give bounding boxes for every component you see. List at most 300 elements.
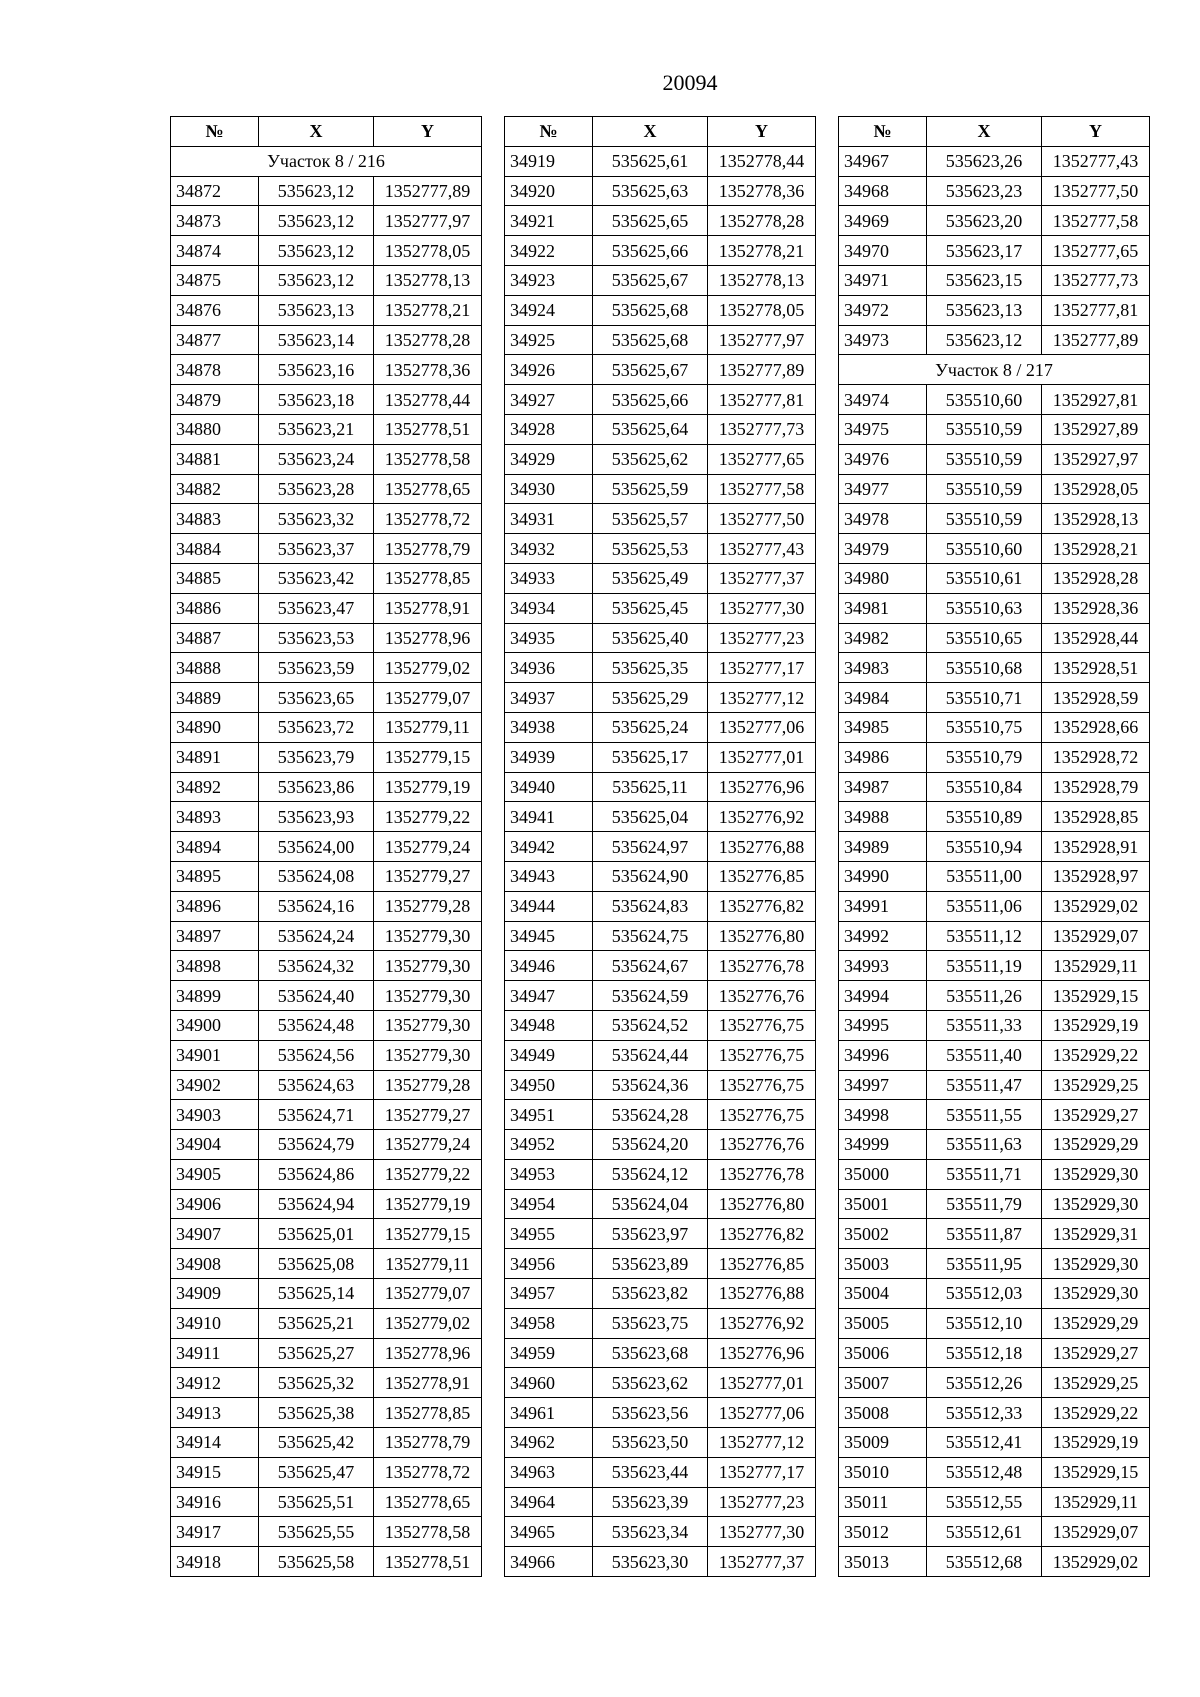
point-number-cell: 34883: [171, 504, 259, 534]
y-coordinate-cell: 1352778,96: [374, 623, 482, 653]
y-coordinate-cell: 1352927,97: [1042, 444, 1150, 474]
x-coordinate-cell: 535511,12: [927, 921, 1042, 951]
coordinate-table-2: [504, 116, 816, 1577]
x-coordinate-cell: 535624,32: [259, 951, 374, 981]
x-coordinate-cell: 535511,06: [927, 891, 1042, 921]
x-coordinate-cell: 535624,28: [593, 1100, 708, 1130]
table-header-row: [839, 117, 1150, 147]
table-row: [171, 1517, 482, 1547]
table-row: [171, 593, 482, 623]
coordinate-table-3: [838, 116, 1150, 1577]
x-coordinate-cell: 535512,10: [927, 1308, 1042, 1338]
y-coordinate-cell: 1352779,27: [374, 1100, 482, 1130]
table-row: [171, 1457, 482, 1487]
table-row: [839, 712, 1150, 742]
x-coordinate-cell: 535624,71: [259, 1100, 374, 1130]
header-number: №: [505, 117, 593, 147]
point-number-cell: 34874: [171, 236, 259, 266]
x-coordinate-cell: 535624,16: [259, 891, 374, 921]
x-coordinate-cell: 535623,86: [259, 772, 374, 802]
x-coordinate-cell: 535623,15: [927, 265, 1042, 295]
table-row: [505, 1130, 816, 1160]
table-row: [171, 1398, 482, 1428]
point-number-cell: 34889: [171, 683, 259, 713]
x-coordinate-cell: 535624,52: [593, 1010, 708, 1040]
point-number-cell: 34998: [839, 1100, 927, 1130]
point-number-cell: 34980: [839, 563, 927, 593]
y-coordinate-cell: 1352778,05: [374, 236, 482, 266]
point-number-cell: 34982: [839, 623, 927, 653]
point-number-cell: 35003: [839, 1249, 927, 1279]
point-number-cell: 34965: [505, 1517, 593, 1547]
x-coordinate-cell: 535623,37: [259, 534, 374, 564]
point-number-cell: 34912: [171, 1368, 259, 1398]
x-coordinate-cell: 535623,56: [593, 1398, 708, 1428]
x-coordinate-cell: 535623,28: [259, 474, 374, 504]
x-coordinate-cell: 535623,24: [259, 444, 374, 474]
x-coordinate-cell: 535623,62: [593, 1368, 708, 1398]
x-coordinate-cell: 535623,12: [259, 265, 374, 295]
point-number-cell: 34969: [839, 206, 927, 236]
x-coordinate-cell: 535623,12: [259, 176, 374, 206]
x-coordinate-cell: 535623,82: [593, 1279, 708, 1309]
point-number-cell: 34959: [505, 1338, 593, 1368]
x-coordinate-cell: 535511,26: [927, 981, 1042, 1011]
x-coordinate-cell: 535510,60: [927, 385, 1042, 415]
table-row: [839, 802, 1150, 832]
table-row: [171, 504, 482, 534]
y-coordinate-cell: 1352929,25: [1042, 1070, 1150, 1100]
x-coordinate-cell: 535624,83: [593, 891, 708, 921]
header-y: Y: [708, 117, 816, 147]
point-number-cell: 34989: [839, 832, 927, 862]
point-number-cell: 34948: [505, 1010, 593, 1040]
table-row: [505, 265, 816, 295]
x-coordinate-cell: 535510,65: [927, 623, 1042, 653]
point-number-cell: 34906: [171, 1189, 259, 1219]
y-coordinate-cell: 1352928,85: [1042, 802, 1150, 832]
y-coordinate-cell: 1352777,43: [1042, 146, 1150, 176]
x-coordinate-cell: 535625,55: [259, 1517, 374, 1547]
point-number-cell: 34994: [839, 981, 927, 1011]
y-coordinate-cell: 1352777,89: [1042, 325, 1150, 355]
table-row: [505, 1428, 816, 1458]
y-coordinate-cell: 1352776,76: [708, 981, 816, 1011]
x-coordinate-cell: 535510,94: [927, 832, 1042, 862]
y-coordinate-cell: 1352929,30: [1042, 1279, 1150, 1309]
table-row: [839, 1100, 1150, 1130]
point-number-cell: 34904: [171, 1130, 259, 1160]
point-number-cell: 35004: [839, 1279, 927, 1309]
y-coordinate-cell: 1352776,75: [708, 1040, 816, 1070]
point-number-cell: 34872: [171, 176, 259, 206]
point-number-cell: 34923: [505, 265, 593, 295]
x-coordinate-cell: 535624,24: [259, 921, 374, 951]
y-coordinate-cell: 1352778,79: [374, 1428, 482, 1458]
y-coordinate-cell: 1352929,19: [1042, 1428, 1150, 1458]
y-coordinate-cell: 1352778,21: [708, 236, 816, 266]
table-row: [505, 474, 816, 504]
x-coordinate-cell: 535623,12: [259, 236, 374, 266]
y-coordinate-cell: 1352777,06: [708, 712, 816, 742]
y-coordinate-cell: 1352778,05: [708, 295, 816, 325]
table-row: [505, 444, 816, 474]
y-coordinate-cell: 1352929,29: [1042, 1308, 1150, 1338]
table-row: [505, 1159, 816, 1189]
y-coordinate-cell: 1352928,13: [1042, 504, 1150, 534]
x-coordinate-cell: 535623,26: [927, 146, 1042, 176]
y-coordinate-cell: 1352776,85: [708, 1249, 816, 1279]
page-number: 20094: [662, 70, 718, 95]
point-number-cell: 35012: [839, 1517, 927, 1547]
point-number-cell: 34890: [171, 712, 259, 742]
table-row: [505, 1010, 816, 1040]
point-number-cell: 34882: [171, 474, 259, 504]
table-row: [505, 295, 816, 325]
x-coordinate-cell: 535511,33: [927, 1010, 1042, 1040]
table-row: [839, 1219, 1150, 1249]
y-coordinate-cell: 1352779,22: [374, 1159, 482, 1189]
table-row: [505, 593, 816, 623]
y-coordinate-cell: 1352777,12: [708, 1428, 816, 1458]
table-row: [839, 265, 1150, 295]
x-coordinate-cell: 535511,95: [927, 1249, 1042, 1279]
point-number-cell: 34951: [505, 1100, 593, 1130]
table-row: [505, 1398, 816, 1428]
point-number-cell: 34897: [171, 921, 259, 951]
y-coordinate-cell: 1352778,36: [374, 355, 482, 385]
y-coordinate-cell: 1352777,06: [708, 1398, 816, 1428]
x-coordinate-cell: 535623,39: [593, 1487, 708, 1517]
x-coordinate-cell: 535625,64: [593, 414, 708, 444]
y-coordinate-cell: 1352779,11: [374, 712, 482, 742]
x-coordinate-cell: 535624,86: [259, 1159, 374, 1189]
y-coordinate-cell: 1352929,30: [1042, 1189, 1150, 1219]
table-row: [839, 414, 1150, 444]
point-number-cell: 34903: [171, 1100, 259, 1130]
table-row: [505, 1040, 816, 1070]
x-coordinate-cell: 535511,19: [927, 951, 1042, 981]
x-coordinate-cell: 535624,97: [593, 832, 708, 862]
x-coordinate-cell: 535624,75: [593, 921, 708, 951]
point-number-cell: 34961: [505, 1398, 593, 1428]
table-row: [839, 1547, 1150, 1577]
x-coordinate-cell: 535623,12: [927, 325, 1042, 355]
table-row: [839, 1487, 1150, 1517]
point-number-cell: 34888: [171, 653, 259, 683]
table-row: [839, 653, 1150, 683]
table-row: [171, 951, 482, 981]
table-row: [171, 1130, 482, 1160]
x-coordinate-cell: 535623,13: [927, 295, 1042, 325]
table-row: [839, 295, 1150, 325]
point-number-cell: 34878: [171, 355, 259, 385]
table-row: [505, 712, 816, 742]
point-number-cell: 34911: [171, 1338, 259, 1368]
table-row: [505, 1279, 816, 1309]
y-coordinate-cell: 1352777,43: [708, 534, 816, 564]
x-coordinate-cell: 535624,67: [593, 951, 708, 981]
x-coordinate-cell: 535623,47: [259, 593, 374, 623]
x-coordinate-cell: 535511,71: [927, 1159, 1042, 1189]
table-row: [839, 1159, 1150, 1189]
header-x: X: [259, 117, 374, 147]
y-coordinate-cell: 1352776,85: [708, 861, 816, 891]
y-coordinate-cell: 1352778,13: [374, 265, 482, 295]
x-coordinate-cell: 535624,00: [259, 832, 374, 862]
table-row: [505, 176, 816, 206]
y-coordinate-cell: 1352776,75: [708, 1010, 816, 1040]
x-coordinate-cell: 535510,79: [927, 742, 1042, 772]
y-coordinate-cell: 1352777,97: [374, 206, 482, 236]
y-coordinate-cell: 1352778,85: [374, 563, 482, 593]
y-coordinate-cell: 1352779,15: [374, 1219, 482, 1249]
table-row: [171, 236, 482, 266]
y-coordinate-cell: 1352777,73: [708, 414, 816, 444]
point-number-cell: 35011: [839, 1487, 927, 1517]
x-coordinate-cell: 535510,59: [927, 444, 1042, 474]
table-row: [505, 802, 816, 832]
point-number-cell: 34916: [171, 1487, 259, 1517]
point-number-cell: 34891: [171, 742, 259, 772]
point-number-cell: 34881: [171, 444, 259, 474]
y-coordinate-cell: 1352779,30: [374, 981, 482, 1011]
x-coordinate-cell: 535625,42: [259, 1428, 374, 1458]
x-coordinate-cell: 535623,17: [927, 236, 1042, 266]
y-coordinate-cell: 1352778,72: [374, 504, 482, 534]
point-number-cell: 34873: [171, 206, 259, 236]
y-coordinate-cell: 1352776,80: [708, 1189, 816, 1219]
y-coordinate-cell: 1352777,73: [1042, 265, 1150, 295]
point-number-cell: 34967: [839, 146, 927, 176]
x-coordinate-cell: 535623,89: [593, 1249, 708, 1279]
x-coordinate-cell: 535624,08: [259, 861, 374, 891]
point-number-cell: 34944: [505, 891, 593, 921]
point-number-cell: 34941: [505, 802, 593, 832]
table-row: [171, 385, 482, 415]
table-row: [171, 414, 482, 444]
point-number-cell: 34972: [839, 295, 927, 325]
x-coordinate-cell: 535510,59: [927, 474, 1042, 504]
table-row: [839, 1308, 1150, 1338]
point-number-cell: 34963: [505, 1457, 593, 1487]
table-row: [839, 206, 1150, 236]
y-coordinate-cell: 1352929,07: [1042, 1517, 1150, 1547]
point-number-cell: 34988: [839, 802, 927, 832]
table-row: [171, 1159, 482, 1189]
y-coordinate-cell: 1352778,58: [374, 444, 482, 474]
table-row: [171, 265, 482, 295]
point-number-cell: 34987: [839, 772, 927, 802]
table-row: [839, 832, 1150, 862]
point-number-cell: 34938: [505, 712, 593, 742]
x-coordinate-cell: 535510,61: [927, 563, 1042, 593]
y-coordinate-cell: 1352779,19: [374, 1189, 482, 1219]
table-row: [505, 355, 816, 385]
point-number-cell: 34999: [839, 1130, 927, 1160]
point-number-cell: 34928: [505, 414, 593, 444]
point-number-cell: 35013: [839, 1547, 927, 1577]
y-coordinate-cell: 1352778,28: [708, 206, 816, 236]
y-coordinate-cell: 1352779,24: [374, 1130, 482, 1160]
y-coordinate-cell: 1352778,65: [374, 1487, 482, 1517]
y-coordinate-cell: 1352777,01: [708, 1368, 816, 1398]
table-row: [839, 1040, 1150, 1070]
x-coordinate-cell: 535623,53: [259, 623, 374, 653]
point-number-cell: 34945: [505, 921, 593, 951]
y-coordinate-cell: 1352928,05: [1042, 474, 1150, 504]
x-coordinate-cell: 535625,51: [259, 1487, 374, 1517]
y-coordinate-cell: 1352929,15: [1042, 1457, 1150, 1487]
y-coordinate-cell: 1352778,79: [374, 534, 482, 564]
x-coordinate-cell: 535624,48: [259, 1010, 374, 1040]
table-row: [171, 891, 482, 921]
table-row: [505, 861, 816, 891]
x-coordinate-cell: 535623,59: [259, 653, 374, 683]
x-coordinate-cell: 535623,20: [927, 206, 1042, 236]
y-coordinate-cell: 1352777,89: [708, 355, 816, 385]
point-number-cell: 34956: [505, 1249, 593, 1279]
table-row: [505, 534, 816, 564]
x-coordinate-cell: 535625,59: [593, 474, 708, 504]
point-number-cell: 34974: [839, 385, 927, 415]
x-coordinate-cell: 535512,41: [927, 1428, 1042, 1458]
point-number-cell: 34958: [505, 1308, 593, 1338]
point-number-cell: 34966: [505, 1547, 593, 1577]
x-coordinate-cell: 535624,63: [259, 1070, 374, 1100]
point-number-cell: 34979: [839, 534, 927, 564]
table-row: [839, 1279, 1150, 1309]
point-number-cell: 34953: [505, 1159, 593, 1189]
x-coordinate-cell: 535510,63: [927, 593, 1042, 623]
x-coordinate-cell: 535512,55: [927, 1487, 1042, 1517]
x-coordinate-cell: 535623,50: [593, 1428, 708, 1458]
point-number-cell: 34918: [171, 1547, 259, 1577]
y-coordinate-cell: 1352777,37: [708, 1547, 816, 1577]
x-coordinate-cell: 535512,18: [927, 1338, 1042, 1368]
table-row: [171, 1070, 482, 1100]
y-coordinate-cell: 1352779,22: [374, 802, 482, 832]
y-coordinate-cell: 1352928,72: [1042, 742, 1150, 772]
x-coordinate-cell: 535623,21: [259, 414, 374, 444]
table-row: [171, 1249, 482, 1279]
table-row: [505, 742, 816, 772]
x-coordinate-cell: 535512,33: [927, 1398, 1042, 1428]
table-row: [839, 1070, 1150, 1100]
x-coordinate-cell: 535625,66: [593, 385, 708, 415]
point-number-cell: 34887: [171, 623, 259, 653]
x-coordinate-cell: 535511,00: [927, 861, 1042, 891]
point-number-cell: 34954: [505, 1189, 593, 1219]
y-coordinate-cell: 1352929,22: [1042, 1040, 1150, 1070]
table-row: [505, 563, 816, 593]
y-coordinate-cell: 1352777,81: [708, 385, 816, 415]
y-coordinate-cell: 1352777,30: [708, 1517, 816, 1547]
y-coordinate-cell: 1352928,21: [1042, 534, 1150, 564]
point-number-cell: 34898: [171, 951, 259, 981]
point-number-cell: 35009: [839, 1428, 927, 1458]
y-coordinate-cell: 1352777,50: [1042, 176, 1150, 206]
table-row: [505, 206, 816, 236]
point-number-cell: 34949: [505, 1040, 593, 1070]
y-coordinate-cell: 1352779,24: [374, 832, 482, 862]
y-coordinate-cell: 1352777,23: [708, 1487, 816, 1517]
table-row: [839, 981, 1150, 1011]
point-number-cell: 34977: [839, 474, 927, 504]
y-coordinate-cell: 1352778,85: [374, 1398, 482, 1428]
coordinate-table-1: [170, 116, 482, 1577]
y-coordinate-cell: 1352777,65: [1042, 236, 1150, 266]
table-row: [839, 1398, 1150, 1428]
x-coordinate-cell: 535625,11: [593, 772, 708, 802]
point-number-cell: 34983: [839, 653, 927, 683]
x-coordinate-cell: 535624,36: [593, 1070, 708, 1100]
y-coordinate-cell: 1352929,31: [1042, 1219, 1150, 1249]
table-row: [171, 1189, 482, 1219]
y-coordinate-cell: 1352929,15: [1042, 981, 1150, 1011]
x-coordinate-cell: 535625,67: [593, 265, 708, 295]
table-row: [171, 712, 482, 742]
table-row: [505, 891, 816, 921]
point-number-cell: 34902: [171, 1070, 259, 1100]
y-coordinate-cell: 1352779,27: [374, 861, 482, 891]
x-coordinate-cell: 535624,90: [593, 861, 708, 891]
y-coordinate-cell: 1352779,02: [374, 653, 482, 683]
y-coordinate-cell: 1352777,81: [1042, 295, 1150, 325]
point-number-cell: 35010: [839, 1457, 927, 1487]
table-row: [505, 1517, 816, 1547]
y-coordinate-cell: 1352777,50: [708, 504, 816, 534]
section-row: [171, 146, 482, 176]
table-row: [171, 1219, 482, 1249]
x-coordinate-cell: 535625,57: [593, 504, 708, 534]
x-coordinate-cell: 535623,65: [259, 683, 374, 713]
point-number-cell: 35006: [839, 1338, 927, 1368]
point-number-cell: 34894: [171, 832, 259, 862]
x-coordinate-cell: 535510,71: [927, 683, 1042, 713]
table-row: [839, 683, 1150, 713]
table-row: [171, 1338, 482, 1368]
y-coordinate-cell: 1352929,27: [1042, 1338, 1150, 1368]
x-coordinate-cell: 535624,59: [593, 981, 708, 1011]
table-row: [171, 683, 482, 713]
table-row: [171, 1279, 482, 1309]
y-coordinate-cell: 1352778,72: [374, 1457, 482, 1487]
table-row: [839, 563, 1150, 593]
table-row: [839, 1189, 1150, 1219]
x-coordinate-cell: 535623,79: [259, 742, 374, 772]
y-coordinate-cell: 1352777,58: [1042, 206, 1150, 236]
y-coordinate-cell: 1352929,30: [1042, 1159, 1150, 1189]
point-number-cell: 34985: [839, 712, 927, 742]
table-row: [839, 593, 1150, 623]
y-coordinate-cell: 1352778,44: [374, 385, 482, 415]
table-row: [505, 236, 816, 266]
x-coordinate-cell: 535623,23: [927, 176, 1042, 206]
y-coordinate-cell: 1352928,66: [1042, 712, 1150, 742]
table-row: [839, 1130, 1150, 1160]
x-coordinate-cell: 535510,60: [927, 534, 1042, 564]
table-row: [505, 683, 816, 713]
table-row: [505, 623, 816, 653]
x-coordinate-cell: 535624,56: [259, 1040, 374, 1070]
header-number: №: [171, 117, 259, 147]
table-row: [171, 1368, 482, 1398]
y-coordinate-cell: 1352929,02: [1042, 891, 1150, 921]
point-number-cell: 34926: [505, 355, 593, 385]
table-row: [171, 1010, 482, 1040]
y-coordinate-cell: 1352928,79: [1042, 772, 1150, 802]
